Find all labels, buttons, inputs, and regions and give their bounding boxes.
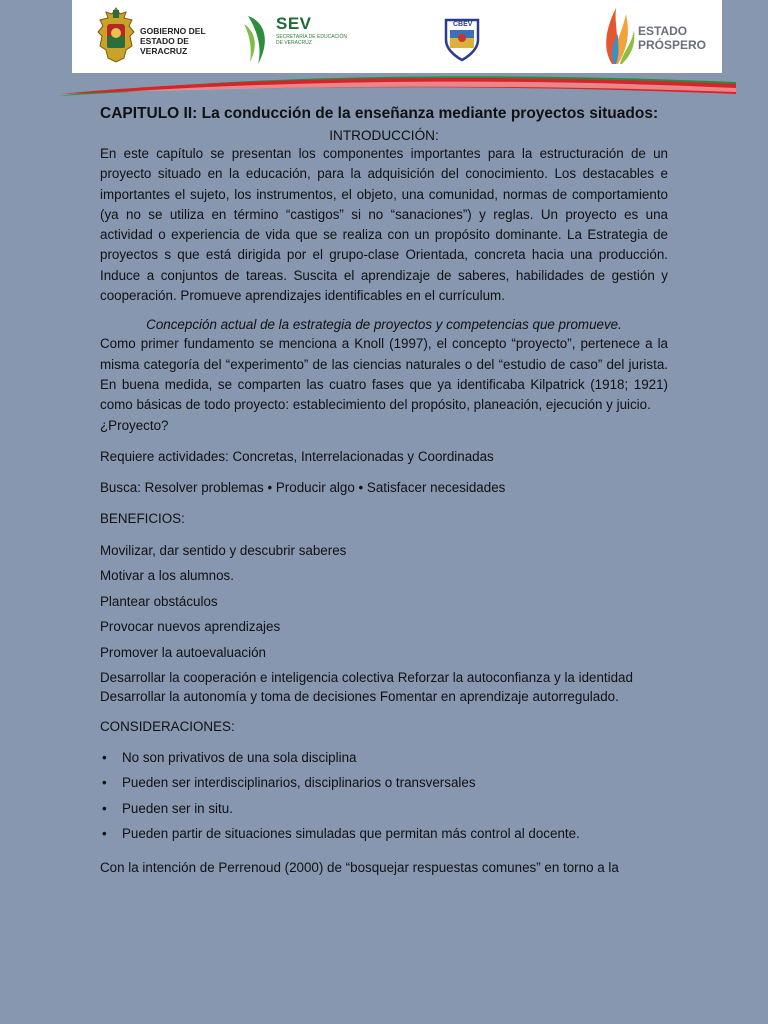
bullet-icon: • <box>102 800 107 816</box>
sev-line2: DE VERACRUZ <box>276 40 312 46</box>
bullet-icon: • <box>102 749 107 765</box>
beneficios-heading: BENEFICIOS: <box>100 511 185 527</box>
beneficio-item: Promover la autoevaluación <box>100 644 266 660</box>
logo-sev <box>240 12 350 68</box>
consideracion-text: Pueden ser in situ. <box>122 800 233 816</box>
consideraciones-list <box>100 748 668 850</box>
consideracion-text: Pueden partir de situaciones simuladas que permitan más control al docente. <box>122 826 580 842</box>
prospero-line1: ESTADO <box>638 24 688 38</box>
beneficios-list <box>100 541 668 669</box>
prospero-line2: PRÓSPERO <box>638 38 707 52</box>
busca-line: Busca: Resolver problemas • Producir algo • Satisfacer necesidades <box>100 480 506 496</box>
consideracion-item <box>100 748 668 774</box>
beneficio-item: Motivar a los alumnos. <box>100 568 234 584</box>
beneficio-item: Movilizar, dar sentido y descubrir saberes <box>100 542 347 558</box>
header-logo-band <box>72 0 722 73</box>
header-ribbon-decoration <box>0 70 768 100</box>
intro-heading: INTRODUCCIÓN: <box>329 128 439 143</box>
consideracion-text: No son privativos de una sola disciplina <box>122 749 357 765</box>
consideracion-item <box>100 799 668 825</box>
concepcion-heading: Concepción actual de la estrategia de proyectos y competencias que promueve. <box>146 317 622 333</box>
sev-word: SEV <box>276 14 312 33</box>
chapter-title: CAPITULO II: La conducción de la enseñanza mediante proyectos situados: <box>100 105 659 122</box>
gobierno-line2: ESTADO DE VERACRUZ <box>140 36 189 56</box>
bullet-icon: • <box>102 775 107 791</box>
beneficio-item: Plantear obstáculos <box>100 593 218 609</box>
cbev-word: CBEV <box>453 21 473 28</box>
veracruz-coat-of-arms-icon <box>96 6 136 64</box>
logo-cbev <box>444 16 480 62</box>
consideraciones-heading: CONSIDERACIONES: <box>100 719 235 735</box>
intro-paragraph: En este capítulo se presentan los componentes importantes para la estructuración de un proyecto situado en la educación, para la adquisición del conocimiento. Los destacables e importantes el sujeto, los instrumentos, el objeto, una comunidad, normas de comportamiento (ya no se utiliza en término “castigos” si no “sanaciones”) y reglas. Un proyecto es una actividad o experiencia de vida que se realiza con un propósito dominante. La Estrategia de proyectos s que está dirigida por el grupo-clase Orientada, concreta hacia una producción. Induce a conjuntos de tareas. Suscita el aprendizaje de saberes, habilidades de gestión y cooperación. Promueve aprendizajes identificables en el currículum. <box>100 146 668 304</box>
gobierno-line1: GOBIERNO DEL <box>140 26 206 36</box>
closing-line: Con la intención de Perrenoud (2000) de “bosquejar respuestas comunes” en torno a la <box>100 859 619 875</box>
consideracion-item <box>100 824 668 850</box>
sev-leaf-icon <box>240 12 274 66</box>
beneficio-item: Provocar nuevos aprendizajes <box>100 619 281 635</box>
beneficios-extra: Desarrollar la cooperación e inteligencia colectiva Reforzar la autoconfianza y la identidad Desarrollar la autonomía y toma de decisiones Fomentar en aprendizaje autorregulado. <box>100 670 633 705</box>
logo-estado-prospero <box>602 4 712 68</box>
bullet-icon: • <box>102 826 107 842</box>
requiere-line: Requiere actividades: Concretas, Interrelacionadas y Coordinadas <box>100 448 494 464</box>
logo-gobierno-veracruz <box>96 6 226 66</box>
concepcion-paragraph: Como primer fundamento se menciona a Knoll (1997), el concepto “proyecto”, pertenece a la misma categoría del “experimento” de las ciencias naturales o del “estudio de caso” del jurista. En buena medida, se comparten las cuatro fases que ya identificaba Kilpatrick (1918; 1921) como básicas de todo proyecto: establecimiento del propósito, planeación, ejecución y juicio. <box>100 336 668 413</box>
document-body <box>100 104 668 878</box>
consideracion-text: Pueden ser interdisciplinarios, disciplinarios o transversales <box>122 775 476 791</box>
consideracion-item <box>100 773 668 799</box>
sev-line1: SECRETARÍA DE EDUCACIÓN <box>276 34 348 40</box>
prospero-flame-icon <box>602 4 636 66</box>
proyecto-question: ¿Proyecto? <box>100 417 169 433</box>
